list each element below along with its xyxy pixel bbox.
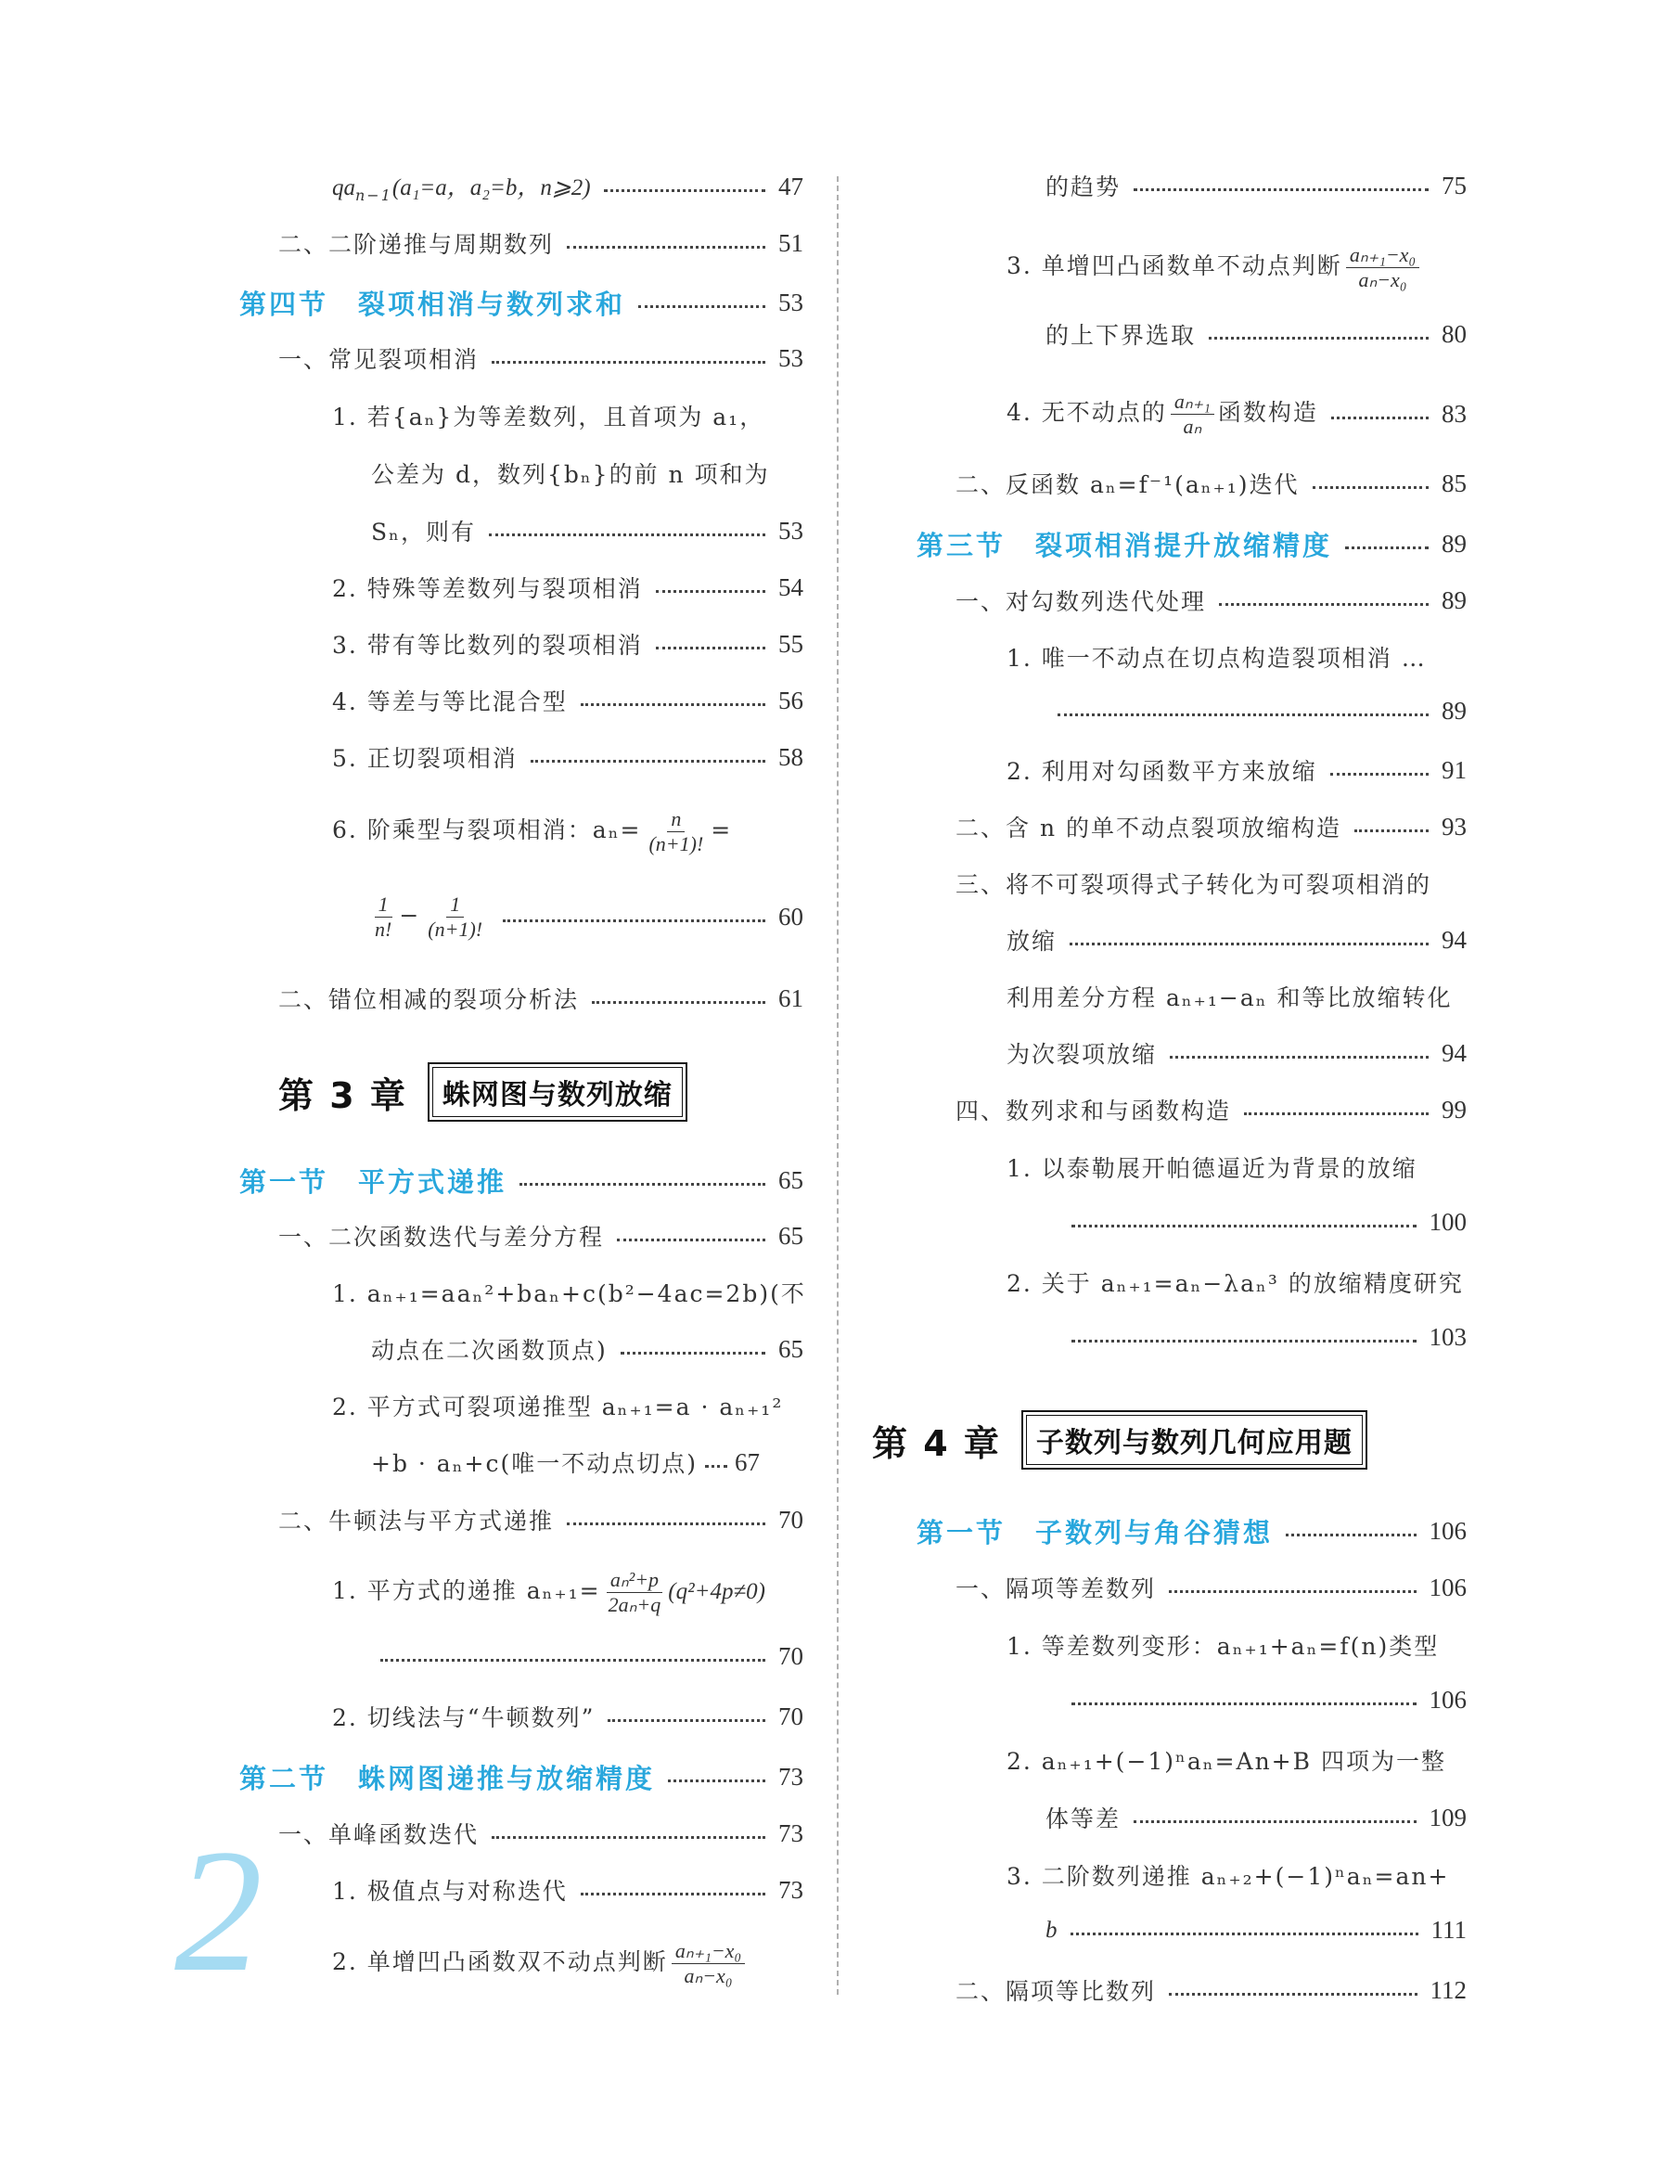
toc-entry-text: 1. 以泰勒展开帕德逼近为背景的放缩	[1007, 1155, 1417, 1182]
toc-entry[interactable]	[955, 467, 1467, 500]
dot-leader	[638, 305, 765, 308]
toc-entry-text: +b · aₙ+c(唯一不动点切点)	[371, 1450, 698, 1477]
toc-entry-continued[interactable]	[1007, 1036, 1467, 1070]
page-number: 106	[1429, 1686, 1467, 1714]
toc-entry-text: 一、常见裂项相消	[278, 346, 480, 373]
toc-entry-text: 利用差分方程 aₙ₊₁−aₙ 和等比放缩转化	[1007, 984, 1453, 1011]
toc-entry-text: $\frac{1}{n!}$ − $\frac{1}{(n+1)!}$	[367, 893, 490, 942]
page-number: 93	[1442, 812, 1467, 841]
dot-leader	[668, 1779, 765, 1782]
dot-leader	[1345, 546, 1429, 549]
page-number: 85	[1442, 469, 1467, 497]
toc-entry-text: 的上下界选取	[1045, 322, 1197, 349]
toc-entry-text: 3. 二阶数列递推 aₙ₊₂+(−1)ⁿaₙ=an+	[1007, 1863, 1450, 1890]
page-number: 65	[778, 1334, 803, 1363]
toc-entry[interactable]	[332, 1873, 803, 1907]
section-title: 第一节 平方式递推	[239, 1166, 507, 1198]
page-number: 89	[1442, 585, 1467, 614]
toc-entry[interactable]	[278, 1219, 803, 1253]
toc-entry-text: 2. 利用对勾函数平方来放缩	[1007, 758, 1317, 785]
page-number: 51	[778, 228, 803, 257]
chapter-title-box	[1021, 1410, 1367, 1470]
toc-entry[interactable]	[332, 627, 803, 661]
toc-entry-continued[interactable]	[1058, 697, 1467, 726]
toc-entry-text: $qa_{n-1}(a_1=a$，a₂=b，n⩾2)	[332, 175, 591, 204]
dot-leader	[1313, 486, 1429, 489]
toc-entry[interactable]	[1007, 1858, 1467, 1892]
toc-entry-continued[interactable]	[371, 1332, 803, 1366]
page-number: 91	[1442, 755, 1467, 784]
toc-entry-continued[interactable]	[1045, 317, 1467, 351]
chapter-title: 子数列与数列几何应用题	[1026, 1415, 1363, 1465]
toc-entry-text: 2. aₙ₊₁+(−1)ⁿaₙ=An+B 四项为一整	[1007, 1748, 1446, 1775]
dot-leader	[617, 1239, 765, 1241]
page-number: 94	[1442, 1038, 1467, 1067]
page-number: 53	[778, 516, 803, 545]
dot-leader	[656, 590, 765, 593]
toc-entry-text: 4. 等差与等比混合型	[332, 688, 568, 715]
page-number: 89	[1442, 697, 1467, 725]
toc-entry-text: 体等差	[1045, 1805, 1122, 1832]
dot-leader	[503, 919, 765, 922]
page-number: 109	[1429, 1803, 1467, 1831]
dot-leader	[531, 760, 765, 763]
toc-entry-text: 1. 极值点与对称迭代	[332, 1878, 568, 1905]
page-number: 53	[778, 289, 803, 316]
toc-entry-continued[interactable]	[1071, 1323, 1467, 1352]
toc-entry-text: 1. aₙ₊₁=aaₙ²+baₙ+c(b²−4ac=2b)(不	[332, 1280, 806, 1307]
page-number: 54	[778, 572, 803, 601]
toc-entry-text: 5. 正切裂项相消	[332, 745, 518, 772]
toc-entry-continued[interactable]	[1045, 1801, 1467, 1834]
page-number: 106	[1429, 1573, 1467, 1601]
dot-leader	[492, 1836, 765, 1839]
toc-entry-text: 2. 平方式可裂项递推型 aₙ₊₁=a · aₙ₊₁²	[332, 1394, 784, 1420]
page-number: 70	[778, 1642, 803, 1670]
dot-leader	[492, 361, 765, 364]
page-number: 53	[778, 343, 803, 372]
dot-leader	[1331, 417, 1429, 419]
toc-entry-text: 二、错位相减的裂项分析法	[278, 986, 580, 1013]
chapter-title-box	[428, 1062, 687, 1122]
column-divider	[837, 176, 839, 1995]
page-number-decorative: 2	[174, 1814, 263, 2009]
dot-leader	[1134, 1820, 1416, 1823]
section-title: 第二节 蛛网图递推与放缩精度	[239, 1763, 656, 1794]
toc-entry-text: 放缩	[1007, 928, 1058, 955]
toc-entry-text: 的趋势	[1045, 173, 1122, 200]
toc-entry-text: 二、反函数 aₙ=f⁻¹(aₙ₊₁)迭代	[955, 471, 1300, 498]
page-number: 111	[1430, 1916, 1467, 1944]
toc-entry[interactable]	[1007, 753, 1467, 787]
dot-leader	[1219, 603, 1429, 606]
page-number: 60	[778, 903, 803, 931]
toc-entry-continued[interactable]	[371, 1445, 803, 1479]
toc-entry[interactable]	[332, 399, 803, 432]
chapter-heading[interactable]	[872, 1410, 1367, 1470]
toc-entry[interactable]	[1007, 243, 1467, 292]
fraction: $\frac{\text{aₙ₊₁−x₀}}{\text{aₙ−x₀}}$	[672, 1939, 745, 1988]
toc-entry-text: 1. 等差数列变形：aₙ₊₁+aₙ=f(n)类型	[1007, 1633, 1440, 1660]
toc-entry-text: 二、隔项等比数列	[955, 1978, 1157, 2005]
dot-leader	[1170, 1056, 1429, 1059]
dot-leader	[567, 246, 765, 249]
toc-entry[interactable]	[1007, 640, 1467, 674]
dot-leader	[1286, 1534, 1416, 1536]
dot-leader	[1134, 188, 1429, 191]
toc-entry[interactable]	[955, 867, 1467, 900]
toc-entry[interactable]	[278, 1503, 803, 1536]
page-number: 112	[1430, 1975, 1467, 2004]
toc-entry[interactable]	[1007, 980, 1467, 1013]
toc-entry-text: 二、牛顿法与平方式递推	[278, 1508, 555, 1535]
page-number: 65	[778, 1221, 803, 1250]
toc-entry-continued[interactable]	[1045, 169, 1467, 202]
toc-entry-text: 6. 阶乘型与裂项相消：aₙ= $\frac{n}{(n+1)!}$ =	[332, 807, 733, 855]
toc-entry-text: 4. 无不动点的 $\frac{\text{aₙ₊₁}}{\text{aₙ}}$ 函数构造	[1007, 390, 1318, 438]
toc-entry[interactable]	[332, 1939, 803, 1988]
fraction: $\frac{\text{aₙ²+p}}{\text{2aₙ+q}}$	[608, 1568, 661, 1616]
chapter-number: 第 3 章	[278, 1074, 407, 1116]
toc-entry-text: 一、隔项等差数列	[955, 1575, 1157, 1602]
toc-entry[interactable]	[955, 1571, 1467, 1604]
page-number: 70	[778, 1505, 803, 1534]
dot-leader	[1071, 1340, 1417, 1343]
dot-leader	[519, 1183, 765, 1186]
dot-leader	[1354, 829, 1429, 832]
toc-entry[interactable]	[955, 810, 1467, 843]
toc-entry-text: Sₙ，则有	[371, 519, 476, 546]
toc-entry[interactable]	[1007, 1150, 1467, 1184]
page-number: 67	[734, 1447, 760, 1476]
toc-entry[interactable]	[1007, 1265, 1467, 1299]
toc-entry-continued[interactable]	[1007, 923, 1467, 957]
toc-entry[interactable]	[332, 1568, 814, 1617]
toc-entry-text: 一、二次函数迭代与差分方程	[278, 1224, 605, 1251]
toc-entry[interactable]	[1007, 1628, 1467, 1662]
dot-leader	[608, 1719, 765, 1722]
toc-entry-text: 2. 单增凹凸函数双不动点判断 $\frac{\text{aₙ₊₁−x₀}}{\text{aₙ−x₀}}$	[332, 1939, 749, 1988]
page-number: 55	[778, 629, 803, 658]
toc-entry[interactable]	[332, 169, 803, 204]
dot-leader	[621, 1352, 765, 1355]
page-number: 75	[1442, 171, 1467, 199]
chapter-title: 蛛网图与数列放缩	[432, 1067, 683, 1117]
dot-leader	[1071, 1933, 1418, 1935]
toc-entry-continued[interactable]	[371, 514, 803, 547]
toc-entry-text: 二、含 n 的单不动点裂项放缩构造	[955, 815, 1341, 841]
dot-leader	[1330, 773, 1429, 776]
dot-leader	[567, 1522, 765, 1525]
page-number: 70	[778, 1702, 803, 1730]
page-number: 73	[778, 1763, 803, 1791]
page-number: 106	[1429, 1517, 1467, 1545]
dot-leader	[1209, 337, 1429, 340]
dot-leader	[1244, 1112, 1429, 1115]
chapter-number: 第 4 章	[872, 1422, 1001, 1464]
toc-entry-text: 1. 平方式的递推 aₙ₊₁= $\frac{\text{aₙ²+p}}{\text{2aₙ+q}}$ (q²+4p≠0)	[332, 1568, 766, 1616]
section-heading[interactable]	[917, 525, 1467, 563]
toc-entry-text: 公差为 d，数列{bₙ}的前 n 项和为	[371, 461, 770, 488]
toc-entry[interactable]	[332, 571, 803, 604]
toc-entry[interactable]	[955, 584, 1467, 617]
dot-leader	[1169, 1590, 1416, 1593]
toc-entry-text: 三、将不可裂项得式子转化为可裂项相消的	[955, 871, 1432, 898]
page-number: 83	[1442, 400, 1467, 428]
toc-entry-text: 3. 单增凹凸函数单不动点判断 $\frac{\text{aₙ₊₁−x₀}}{\text{aₙ−x₀}}$	[1007, 243, 1423, 292]
toc-entry[interactable]	[955, 1973, 1467, 2007]
toc-entry-text: 一、对勾数列迭代处理	[955, 588, 1207, 615]
toc-entry[interactable]	[1007, 390, 1467, 439]
toc-entry-text: 3. 带有等比数列的裂项相消	[332, 632, 643, 659]
fraction: $\frac{\text{aₙ₊₁−x₀}}{\text{aₙ−x₀}}$	[1346, 243, 1419, 292]
toc-entry-continued[interactable]	[380, 1642, 803, 1671]
toc-entry[interactable]	[1007, 1743, 1467, 1777]
section-heading[interactable]	[917, 1512, 1467, 1550]
toc-entry-text: 2. 关于 aₙ₊₁=aₙ−λaₙ³ 的放缩精度研究	[1007, 1270, 1464, 1297]
page-number: 80	[1442, 319, 1467, 348]
toc-entry-continued[interactable]	[367, 893, 803, 942]
page-number: 73	[778, 1875, 803, 1904]
toc-entry-continued	[371, 456, 803, 490]
dot-leader	[380, 1659, 765, 1662]
section-heading[interactable]	[239, 1162, 803, 1200]
section-title: 第一节 子数列与角谷猜想	[917, 1517, 1274, 1548]
page-number: 58	[778, 742, 803, 771]
toc-entry-continued[interactable]	[1071, 1208, 1467, 1237]
page-number: 65	[778, 1166, 803, 1194]
toc-entry[interactable]	[332, 807, 803, 856]
page-number: 56	[778, 686, 803, 714]
toc-entry-text: b	[1045, 1917, 1058, 1943]
fraction: $\frac{n}{(n+1)!}$	[648, 807, 704, 855]
page-number: 103	[1429, 1323, 1467, 1351]
toc-entry-text: 四、数列求和与函数构造	[955, 1098, 1232, 1124]
dot-leader	[1071, 1225, 1417, 1227]
fraction: $\frac{\text{aₙ₊₁}}{\text{aₙ}}$	[1171, 390, 1214, 439]
toc-entry-text: 2. 特殊等差数列与裂项相消	[332, 575, 643, 602]
dot-leader	[656, 647, 765, 649]
toc-entry[interactable]	[278, 1817, 803, 1850]
chapter-heading[interactable]	[278, 1062, 687, 1122]
toc-entry-text: 动点在二次函数顶点)	[371, 1337, 608, 1364]
dot-leader	[1169, 1993, 1417, 1996]
toc-entry[interactable]	[278, 982, 803, 1015]
dot-leader	[581, 1893, 765, 1895]
toc-entry-continued[interactable]	[1045, 1916, 1467, 1945]
toc-entry[interactable]	[332, 740, 803, 774]
toc-entry-text: 1. 唯一不动点在切点构造裂项相消 …	[1007, 645, 1427, 672]
toc-entry-continued[interactable]	[1071, 1686, 1467, 1715]
toc-entry[interactable]	[332, 1276, 806, 1309]
toc-entry[interactable]	[332, 684, 803, 717]
toc-entry[interactable]	[955, 1093, 1467, 1126]
section-title: 第四节 裂项相消与数列求和	[239, 289, 626, 320]
fraction: $\frac{1}{n!}$	[375, 893, 392, 941]
page-number: 100	[1429, 1208, 1467, 1236]
toc-entry-text: 一、单峰函数迭代	[278, 1821, 480, 1848]
page-number: 89	[1442, 530, 1467, 558]
dot-leader	[581, 703, 765, 706]
dot-leader	[604, 189, 765, 192]
dot-leader	[1070, 943, 1429, 945]
dot-leader	[489, 533, 765, 536]
toc-entry-text: 二、二阶递推与周期数列	[278, 231, 555, 258]
toc-entry[interactable]	[278, 226, 803, 260]
toc-entry-text: 为次裂项放缩	[1007, 1041, 1158, 1068]
page-number: 73	[778, 1818, 803, 1847]
page-number: 99	[1442, 1095, 1467, 1124]
toc-entry[interactable]	[332, 1700, 803, 1733]
toc-entry-text: 2. 切线法与“牛顿数列”	[332, 1704, 596, 1731]
page-number: 61	[778, 983, 803, 1012]
toc-entry[interactable]	[332, 1389, 803, 1422]
dot-leader	[1058, 713, 1429, 716]
section-heading[interactable]	[239, 1758, 803, 1796]
page-number: 94	[1442, 925, 1467, 954]
dot-leader	[1071, 1702, 1417, 1705]
section-title: 第三节 裂项相消提升放缩精度	[917, 530, 1333, 561]
dot-leader	[592, 1001, 765, 1004]
page-number: 47	[778, 172, 803, 200]
fraction: $\frac{1}{(n+1)!}$	[428, 893, 483, 941]
section-heading[interactable]	[239, 284, 803, 322]
toc-entry-text: 1. 若{aₙ}为等差数列，且首项为 a₁，	[332, 404, 765, 430]
dot-leader	[705, 1465, 727, 1468]
toc-entry[interactable]	[278, 341, 803, 375]
